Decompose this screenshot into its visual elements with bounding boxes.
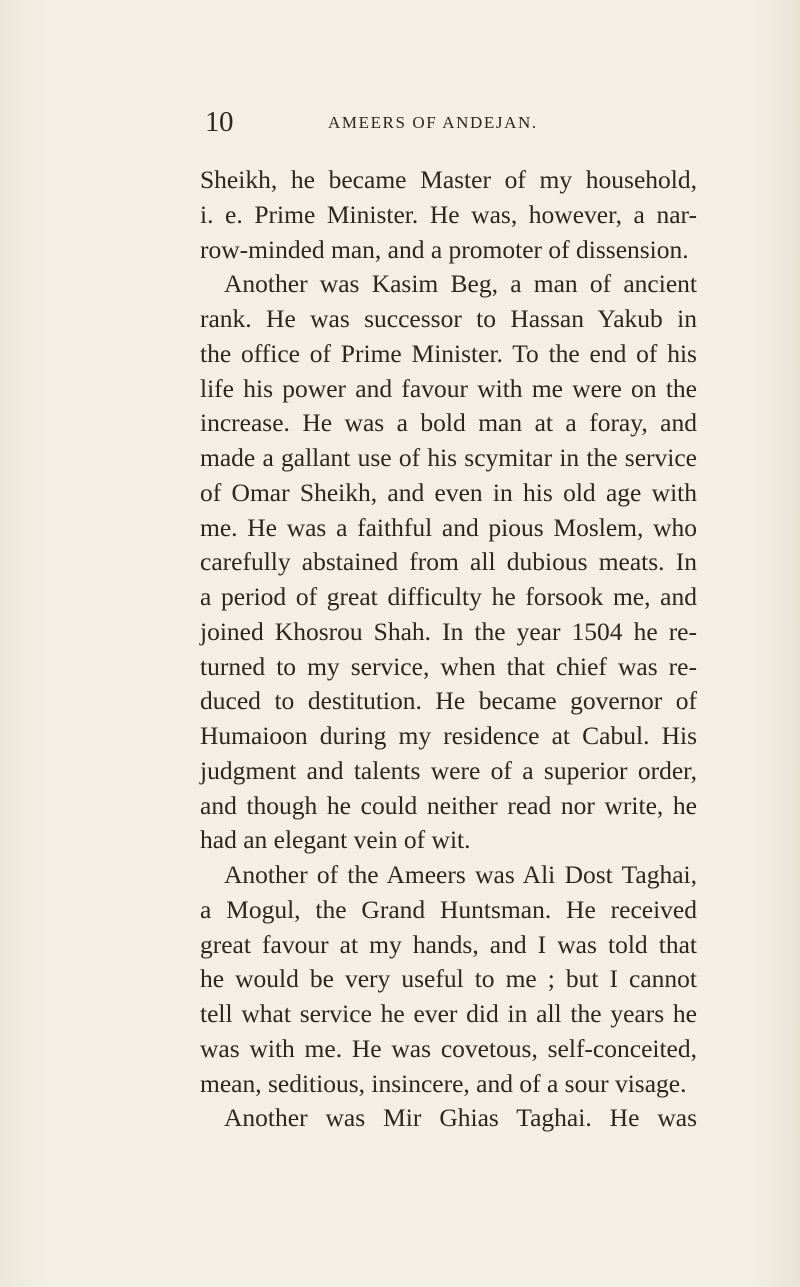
text-line: Humaioon during my residence at Cabul. His: [200, 721, 697, 750]
text-line: tell what service he ever did in all the years he: [200, 999, 697, 1028]
text-line: increase. He was a bold man at a foray, and: [200, 408, 697, 438]
text-line: carefully abstained from all dubious meats. In: [200, 547, 697, 577]
text-line: mean, seditious, insincere, and of a sour visage.: [200, 1068, 687, 1098]
text-line: judgment and talents were of a superior order,: [200, 755, 697, 785]
text-line: Sheikh, he became Master of my household,: [200, 165, 697, 194]
page-header: [205, 104, 725, 140]
text-line: a period of great difficulty he forsook me, and: [200, 582, 697, 611]
running-head: AMEERS OF ANDEJAN.: [328, 113, 538, 132]
text-line: had an elegant vein of wit.: [200, 825, 471, 855]
text-line: Another of the Ameers was Ali Dost Taghai,: [224, 860, 697, 889]
text-line: life his power and favour with me were on the: [200, 373, 697, 403]
text-line: row-minded man, and a promoter of dissension.: [200, 234, 689, 264]
page-number: 10: [205, 106, 233, 138]
text-line: the office of Prime Minister. To the end of his: [200, 338, 697, 368]
text-line: and though he could neither read nor write, he: [200, 790, 697, 820]
text-line: i. e. Prime Minister. He was, however, a nar-: [200, 199, 697, 229]
text-line: a Mogul, the Grand Huntsman. He received: [200, 894, 697, 924]
text-line: Another was Mir Ghias Taghai. He was: [224, 1103, 697, 1133]
text-line: Another was Kasim Beg, a man of ancient: [224, 269, 697, 299]
body-text: [200, 163, 697, 1136]
text-line: me. He was a faithful and pious Moslem, who: [200, 512, 697, 542]
text-line: of Omar Sheikh, and even in his old age with: [200, 477, 697, 507]
text-line: joined Khosrou Shah. In the year 1504 he re-: [200, 616, 697, 646]
text-line: made a gallant use of his scymitar in the service: [200, 443, 697, 472]
text-line: turned to my service, when that chief was re-: [200, 651, 697, 681]
text-line: he would be very useful to me ; but I cannot: [200, 964, 697, 994]
text-line: duced to destitution. He became governor of: [200, 686, 697, 716]
text-line: great favour at my hands, and I was told that: [200, 929, 697, 959]
text-line: was with me. He was covetous, self-conceited,: [200, 1033, 697, 1063]
text-line: rank. He was successor to Hassan Yakub in: [200, 304, 697, 333]
